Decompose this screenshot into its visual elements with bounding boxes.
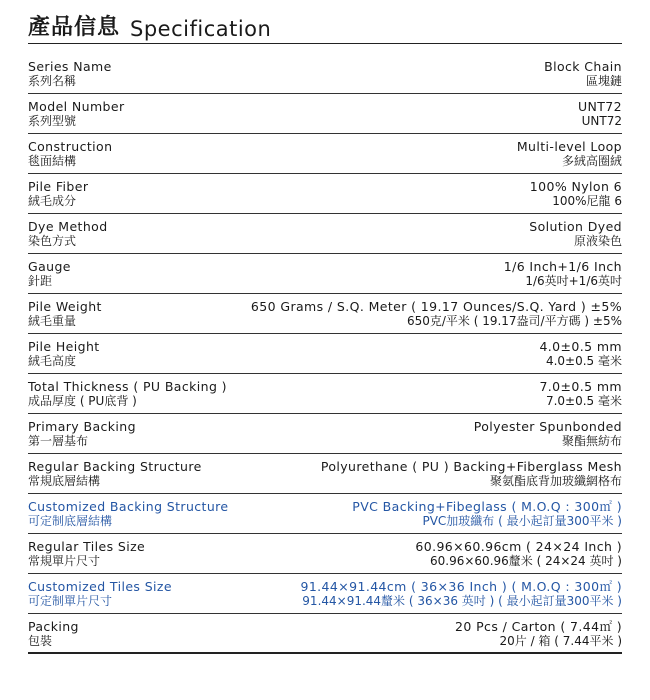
label-zh: 常規底層結構 bbox=[28, 474, 101, 488]
label-zh: 包裝 bbox=[28, 633, 53, 648]
spec-sheet bbox=[28, 0, 622, 654]
label-en: Regular Backing Structure bbox=[28, 459, 202, 474]
label-zh: 染色方式 bbox=[28, 234, 77, 248]
label-en: Packing bbox=[28, 618, 79, 634]
value-en: 91.44×91.44cm ( 36×36 Inch ) ( M.O.Q : 300㎡ ) bbox=[300, 579, 622, 594]
label-zh: 系列型號 bbox=[28, 114, 77, 128]
value-en: PVC Backing+Fibeglass ( M.O.Q : 300㎡ ) bbox=[352, 499, 622, 514]
label-en: Customized Backing Structure bbox=[28, 499, 229, 514]
title-zh: 產品信息 bbox=[28, 15, 121, 40]
value-en: 20 Pcs / Carton ( 7.44㎡ ) bbox=[455, 618, 622, 634]
value-zh: 60.96×60.96釐米 ( 24×24 英吋 ) bbox=[430, 554, 622, 568]
spec-row-pile-weight bbox=[28, 294, 622, 334]
spec-row-gauge bbox=[28, 254, 622, 294]
value-zh: 91.44×91.44釐米 ( 36×36 英吋 ) ( 最小起訂量300平米 ) bbox=[302, 594, 622, 608]
value-en: 7.0±0.5 mm bbox=[539, 379, 622, 394]
value-zh: 原液染色 bbox=[573, 234, 622, 248]
label-zh: 第一層基布 bbox=[28, 434, 89, 448]
value-zh: 區塊鏈 bbox=[585, 74, 622, 88]
spec-row-pile-fiber bbox=[28, 174, 622, 214]
value-en: 4.0±0.5 mm bbox=[539, 339, 622, 354]
label-zh: 可定制底層結構 bbox=[28, 514, 113, 528]
value-en: 1/6 Inch+1/6 Inch bbox=[503, 259, 622, 274]
spec-row-pile-height bbox=[28, 334, 622, 374]
value-en: UNT72 bbox=[577, 99, 622, 114]
label-zh: 常規單片尺寸 bbox=[28, 554, 101, 568]
value-en: Solution Dyed bbox=[529, 219, 622, 234]
value-zh: 多絨高圈絨 bbox=[561, 154, 622, 168]
label-zh: 系列名稱 bbox=[28, 74, 77, 88]
spec-row-dye-method bbox=[28, 214, 622, 254]
label-zh: 絨毛高度 bbox=[28, 354, 77, 368]
value-en: 100% Nylon 6 bbox=[529, 179, 622, 194]
label-en: Regular Tiles Size bbox=[28, 539, 146, 554]
value-en: 650 Grams / S.Q. Meter ( 19.17 Ounces/S.Q. Yard ) ±5% bbox=[250, 299, 622, 314]
label-en: Series Name bbox=[28, 59, 112, 74]
label-en: Total Thickness ( PU Backing ) bbox=[28, 379, 227, 394]
value-en: 60.96×60.96cm ( 24×24 Inch ) bbox=[415, 539, 622, 554]
spec-row-total-thickness bbox=[28, 374, 622, 414]
value-zh: 650克/平米 ( 19.17盎司/平方碼 ) ±5% bbox=[406, 314, 622, 328]
label-en: Dye Method bbox=[28, 219, 108, 234]
value-zh: 聚酯無紡布 bbox=[561, 434, 622, 448]
label-en: Pile Weight bbox=[28, 299, 102, 314]
label-zh: 針距 bbox=[28, 274, 53, 288]
value-zh: 100%尼龍 6 bbox=[552, 194, 622, 208]
value-zh: 7.0±0.5 毫米 bbox=[545, 394, 622, 408]
spec-row-customized-tiles-size bbox=[28, 574, 622, 614]
title-en: Specification bbox=[130, 17, 272, 41]
label-zh: 毯面結構 bbox=[28, 154, 77, 168]
spec-table bbox=[28, 54, 622, 654]
value-zh: PVC加玻纖布 ( 最小起訂量300平米 ) bbox=[422, 514, 622, 528]
label-zh: 絨毛成分 bbox=[28, 194, 77, 208]
label-zh: 成品厚度 ( PU底背 ) bbox=[28, 394, 137, 408]
label-en: Primary Backing bbox=[28, 419, 136, 434]
spec-row-regular-backing-structure bbox=[28, 454, 622, 494]
label-en: Pile Fiber bbox=[28, 179, 89, 194]
spec-row-construction bbox=[28, 134, 622, 174]
label-zh: 可定制單片尺寸 bbox=[28, 594, 113, 608]
spec-row-primary-backing bbox=[28, 414, 622, 454]
label-en: Construction bbox=[28, 139, 113, 154]
value-en: Multi-level Loop bbox=[516, 139, 622, 154]
spec-row-packing bbox=[28, 614, 622, 654]
value-en: Polyurethane ( PU ) Backing+Fiberglass Mesh bbox=[320, 459, 622, 474]
label-zh: 絨毛重量 bbox=[28, 314, 77, 328]
value-zh: UNT72 bbox=[581, 114, 622, 128]
value-zh: 1/6英吋+1/6英吋 bbox=[525, 274, 622, 288]
label-en: Gauge bbox=[28, 259, 71, 274]
value-zh: 4.0±0.5 毫米 bbox=[545, 354, 622, 368]
spec-row-regular-tiles-size bbox=[28, 534, 622, 574]
value-en: Polyester Spunbonded bbox=[473, 419, 622, 434]
value-zh: 聚氨酯底背加玻纖網格布 bbox=[489, 474, 622, 488]
spec-row-customized-backing-structure bbox=[28, 494, 622, 534]
spec-row-model-number bbox=[28, 94, 622, 134]
page-title bbox=[28, 0, 622, 44]
value-en: Block Chain bbox=[544, 59, 622, 74]
spec-row-series-name bbox=[28, 54, 622, 94]
label-en: Customized Tiles Size bbox=[28, 579, 172, 594]
label-en: Model Number bbox=[28, 99, 125, 114]
label-en: Pile Height bbox=[28, 339, 100, 354]
value-zh: 20片 / 箱 ( 7.44平米 ) bbox=[499, 633, 622, 648]
